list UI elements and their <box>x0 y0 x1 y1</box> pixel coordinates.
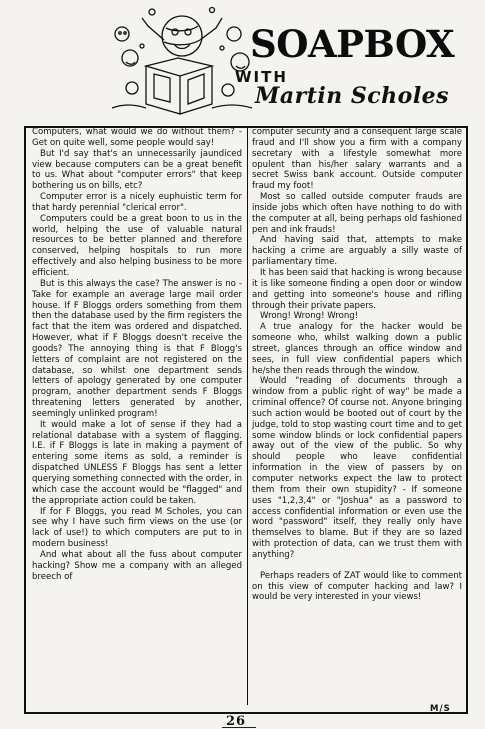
paragraph: Wrong! Wrong! Wrong! <box>260 311 359 322</box>
header-title: SOAPBOX <box>250 22 455 66</box>
paragraph: But is this always the case? The answer is no - Take for example an average large mail order house. If F Bloggs orders something from them then the database used by the firm registers the fact that the item was ordered and dispatched. However, what if F Bloggs doesn't receive the goods? The annoying thing is that F Blogg's letters of complaint are not registered on the database, so whilst one department sends letters of apology generated by one computer program, another department sends F Bloggs threatening letters generated by another, seemingly unlinked program! <box>32 278 242 419</box>
header-author: Martin Scholes <box>255 83 450 109</box>
article-right-column <box>252 127 462 603</box>
paragraph: And having said that, attempts to make hacking a crime are arguably a silly waste of parliamentary time. <box>252 235 462 268</box>
paragraph: And what about all the fuss about computer hacking? Show me a company with an alleged breech of <box>32 549 242 582</box>
author-signoff: M/S <box>430 704 451 714</box>
paragraph: It has been said that hacking is wrong because it is like someone finding a open door or window and getting into someone's house and rifling through their private papers. <box>252 267 462 311</box>
soapbox-header <box>0 0 485 122</box>
paragraph: A true analogy for the hacker would be someone who, whilst walking down a public street, glances through an office window and sees, in full view confidential papers which he/she then reads through the window. <box>252 322 462 376</box>
paragraph: Would "reading of documents through a window from a public right of way" be made a criminal offence? Of course not. Anyone bringing such action would be booted out of court by the judge, told to stop wasting court time and to get some window blinds or lock confidential papers away out of the view of the public. So why should people who leave confidential information in the view of passers by on computer networks expect the law to protect them from their own stupidity? - If someone uses "1,2,3,4" or "Joshua" as a password to access confidential information or even use the word "password" itself, they really only have themselves to blame. But if they are so lazed with protection of data, can we trust them with anything? <box>252 376 462 560</box>
cartoon-illustration-icon <box>108 4 256 116</box>
paragraph: Computers, what would we do without them? - Get on quite well, some people would say! <box>32 127 242 148</box>
article-left-column <box>32 127 242 582</box>
paragraph: If for F Bloggs, you read M Scholes, you can see why I have such firm views on the use (or lack of use!) to which computers are put to in modern business! <box>32 506 242 550</box>
paragraph: Most so called outside computer frauds are inside jobs which often have nothing to do with the computer at all, being perhaps old fashioned pen and ink frauds! <box>252 192 462 235</box>
paragraph: computer security and a consequent large scale fraud and I'll show you a firm with a company secretary with a lifestyle somewhat more opulent than his/her salary warrants and a secret Swiss bank account. Outside computer fraud my foot! <box>252 127 462 192</box>
paragraph: Computers could be a great boon to us in the world, helping the use of valuable natural resources to be better planned and therefore conserved, helping hospitals to run more effectively and also helping business to be more efficient. <box>32 213 242 278</box>
page-number: 26 <box>226 714 247 729</box>
paragraph: It would make a lot of sense if they had a relational database with a system of flagging. I.E. if F Bloggs is late in making a payment of entering some items as sold, a reminder is dispatched UNLESS F Bloggs has sent a letter querying something connected with the order, in which case the account would be "flagged" and the appropriate action could be taken. <box>32 419 242 506</box>
paragraph: But I'd say that's an unnecessarily jaundiced view because computers can be a great benefit to us. What about "computer errors" that keep bothering us on bills, etc? <box>32 148 242 192</box>
paragraph: Computer error is a nicely euphuistic term for that hardy perennial "clerical error". <box>32 192 242 213</box>
paragraph: Perhaps readers of ZAT would like to comment on this view of computer hacking and law? I would be very interested in your views! <box>252 570 462 603</box>
column-divider <box>247 128 248 705</box>
header-with-label: WITH <box>235 68 288 86</box>
